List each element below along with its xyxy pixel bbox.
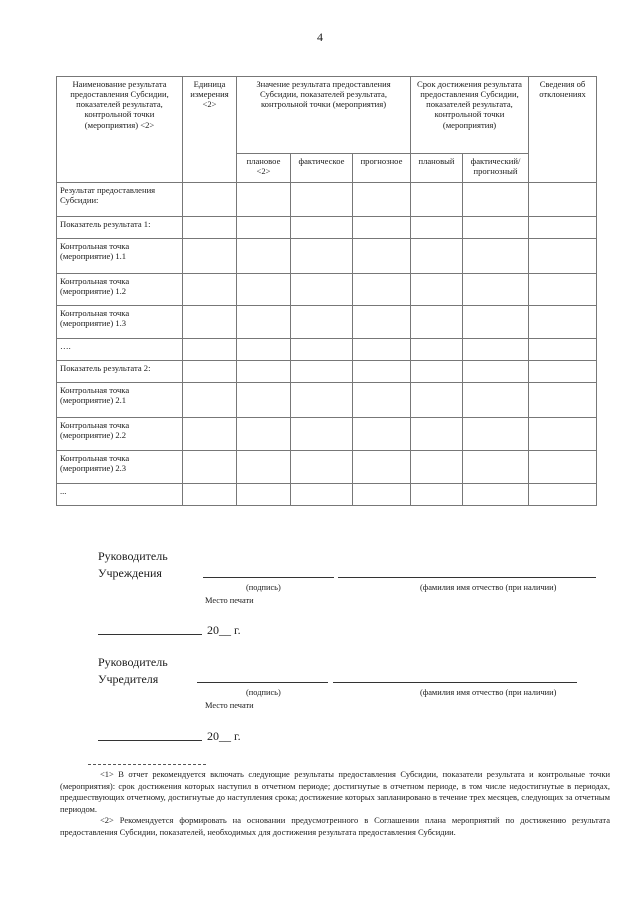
table-cell bbox=[353, 274, 411, 306]
table-cell bbox=[411, 484, 463, 506]
table-row bbox=[57, 383, 597, 418]
table-cell bbox=[411, 183, 463, 217]
table-cell bbox=[237, 383, 291, 418]
header-deviations: Сведения об отклонениях bbox=[529, 77, 597, 183]
table-cell bbox=[529, 451, 597, 484]
date-line bbox=[98, 740, 202, 741]
date-text: 20__ г. bbox=[207, 729, 241, 743]
table-cell bbox=[529, 418, 597, 451]
table-cell bbox=[237, 217, 291, 239]
table-row bbox=[57, 361, 597, 383]
table-cell bbox=[353, 418, 411, 451]
table-cell bbox=[353, 451, 411, 484]
table-cell bbox=[411, 274, 463, 306]
table-row bbox=[57, 217, 597, 239]
table-cell bbox=[529, 217, 597, 239]
table-cell bbox=[463, 451, 529, 484]
table-cell bbox=[291, 274, 353, 306]
row-label: ... bbox=[57, 484, 183, 506]
footnote-2: <2> Рекомендуется формировать на основании предусмотренного в Соглашении плана мероприятий по достижению результата предоставления Субсидии, показателей, необходимых для достижения результата предоставления Субсидии. bbox=[60, 815, 610, 837]
table-cell bbox=[291, 306, 353, 339]
table-cell bbox=[237, 339, 291, 361]
table-cell bbox=[183, 183, 237, 217]
table-cell bbox=[529, 339, 597, 361]
table-row bbox=[57, 306, 597, 339]
table-cell bbox=[183, 274, 237, 306]
signatory2-title-line1: Руководитель bbox=[98, 655, 168, 669]
name-caption: (фамилия имя отчество (при наличии) bbox=[420, 688, 557, 697]
table-cell bbox=[529, 484, 597, 506]
table-row bbox=[57, 183, 597, 217]
row-label: Показатель результата 1: bbox=[57, 217, 183, 239]
table-cell bbox=[183, 418, 237, 451]
name-line bbox=[338, 577, 596, 578]
table-cell bbox=[237, 361, 291, 383]
signature-caption: (подпись) bbox=[246, 688, 281, 697]
table-cell bbox=[291, 183, 353, 217]
table-cell bbox=[183, 339, 237, 361]
table-cell bbox=[411, 306, 463, 339]
name-caption: (фамилия имя отчество (при наличии) bbox=[420, 583, 557, 592]
table-cell bbox=[411, 383, 463, 418]
table-cell bbox=[291, 418, 353, 451]
row-label: Контрольная точка (мероприятие) 2.3 bbox=[57, 451, 183, 484]
table-cell bbox=[353, 339, 411, 361]
table-cell bbox=[237, 484, 291, 506]
table-row bbox=[57, 239, 597, 274]
row-label: Результат предоставления Субсидии: bbox=[57, 183, 183, 217]
table-cell bbox=[463, 183, 529, 217]
table-cell bbox=[237, 274, 291, 306]
table-cell bbox=[529, 361, 597, 383]
header-planned-deadline: плановый bbox=[411, 154, 463, 183]
table-cell bbox=[529, 239, 597, 274]
table-row bbox=[57, 484, 597, 506]
row-label: Контрольная точка (мероприятие) 2.1 bbox=[57, 383, 183, 418]
row-label: Контрольная точка (мероприятие) 1.2 bbox=[57, 274, 183, 306]
table-cell bbox=[353, 306, 411, 339]
table-row bbox=[57, 451, 597, 484]
row-label: Контрольная точка (мероприятие) 1.3 bbox=[57, 306, 183, 339]
table-cell bbox=[183, 383, 237, 418]
header-actual-forecast-deadline: фактический/ прогнозный bbox=[463, 154, 529, 183]
table-cell bbox=[411, 361, 463, 383]
table-cell bbox=[353, 183, 411, 217]
table-cell bbox=[353, 484, 411, 506]
header-deadline-group: Срок достижения результата предоставления Субсидии, показателей результата, контрольной точки (мероприятия) bbox=[411, 77, 529, 154]
table-cell bbox=[353, 361, 411, 383]
row-label: Показатель результата 2: bbox=[57, 361, 183, 383]
table-cell bbox=[237, 239, 291, 274]
table-cell bbox=[529, 183, 597, 217]
table-cell bbox=[291, 361, 353, 383]
table-cell bbox=[291, 239, 353, 274]
table-cell bbox=[183, 239, 237, 274]
table-cell bbox=[237, 418, 291, 451]
table-cell bbox=[463, 217, 529, 239]
table-cell bbox=[411, 451, 463, 484]
table-cell bbox=[463, 339, 529, 361]
table-cell bbox=[411, 239, 463, 274]
table-cell bbox=[411, 217, 463, 239]
header-unit: Единица измерения <2> bbox=[183, 77, 237, 183]
stamp-place: Место печати bbox=[205, 596, 254, 605]
table-cell bbox=[463, 239, 529, 274]
table-cell bbox=[411, 418, 463, 451]
signatory1-title-line1: Руководитель bbox=[98, 549, 168, 563]
table-cell bbox=[183, 217, 237, 239]
table-cell bbox=[463, 361, 529, 383]
table-cell bbox=[353, 383, 411, 418]
table-cell bbox=[463, 306, 529, 339]
table-cell bbox=[529, 306, 597, 339]
table-cell bbox=[529, 274, 597, 306]
header-name: Наименование результата предоставления Субсидии, показателей результата, контрольной точки (мероприятия) <2> bbox=[57, 77, 183, 183]
table-cell bbox=[183, 361, 237, 383]
table-cell bbox=[183, 484, 237, 506]
table-cell bbox=[353, 217, 411, 239]
page-number: 4 bbox=[317, 30, 323, 44]
table-cell bbox=[291, 339, 353, 361]
date-line bbox=[98, 634, 202, 635]
table-cell bbox=[237, 306, 291, 339]
signature-line bbox=[203, 577, 334, 578]
table-cell bbox=[291, 451, 353, 484]
table-cell bbox=[463, 274, 529, 306]
table-cell bbox=[183, 451, 237, 484]
name-line bbox=[333, 682, 577, 683]
footnote-1: <1> В отчет рекомендуется включать следующие результаты предоставления Субсидии, показатели результата и контрольные точки (мероприятия): срок достижения которых наступил в отчетном периоде; достигнутые в отчетном периоде, в том числе недостигнутые в периодах, предшествующих отчетному, достигнутые до наступления срока; достижение которых запланировано в течение трех месяцев, следующих за отчетным периодом. bbox=[60, 769, 610, 814]
table-cell bbox=[529, 383, 597, 418]
header-forecast-value: прогнозное bbox=[353, 154, 411, 183]
table-cell bbox=[237, 183, 291, 217]
signature-caption: (подпись) bbox=[246, 583, 281, 592]
table-row bbox=[57, 339, 597, 361]
table-cell bbox=[353, 239, 411, 274]
footnotes bbox=[60, 769, 610, 838]
header-actual-value: фактическое bbox=[291, 154, 353, 183]
table-cell bbox=[463, 418, 529, 451]
row-label: Контрольная точка (мероприятие) 1.1 bbox=[57, 239, 183, 274]
table-row bbox=[57, 274, 597, 306]
table-cell bbox=[463, 484, 529, 506]
table-cell bbox=[291, 217, 353, 239]
signatory2-title-line2: Учредителя bbox=[98, 672, 159, 686]
signature-line bbox=[197, 682, 328, 683]
row-label: Контрольная точка (мероприятие) 2.2 bbox=[57, 418, 183, 451]
table-cell bbox=[183, 306, 237, 339]
table-body bbox=[57, 183, 597, 506]
report-table bbox=[56, 76, 597, 506]
row-label: …. bbox=[57, 339, 183, 361]
table-cell bbox=[291, 383, 353, 418]
table-cell bbox=[463, 383, 529, 418]
header-planned-value: плановое <2> bbox=[237, 154, 291, 183]
header-value-group: Значение результата предоставления Субсидии, показателей результата, контрольной точки (мероприятия) bbox=[237, 77, 411, 154]
table-cell bbox=[291, 484, 353, 506]
table-row bbox=[57, 418, 597, 451]
footnote-separator bbox=[88, 764, 206, 765]
signatory1-title-line2: Учреждения bbox=[98, 566, 162, 580]
date-text: 20__ г. bbox=[207, 623, 241, 637]
table-cell bbox=[237, 451, 291, 484]
stamp-place: Место печати bbox=[205, 701, 254, 710]
table-cell bbox=[411, 339, 463, 361]
